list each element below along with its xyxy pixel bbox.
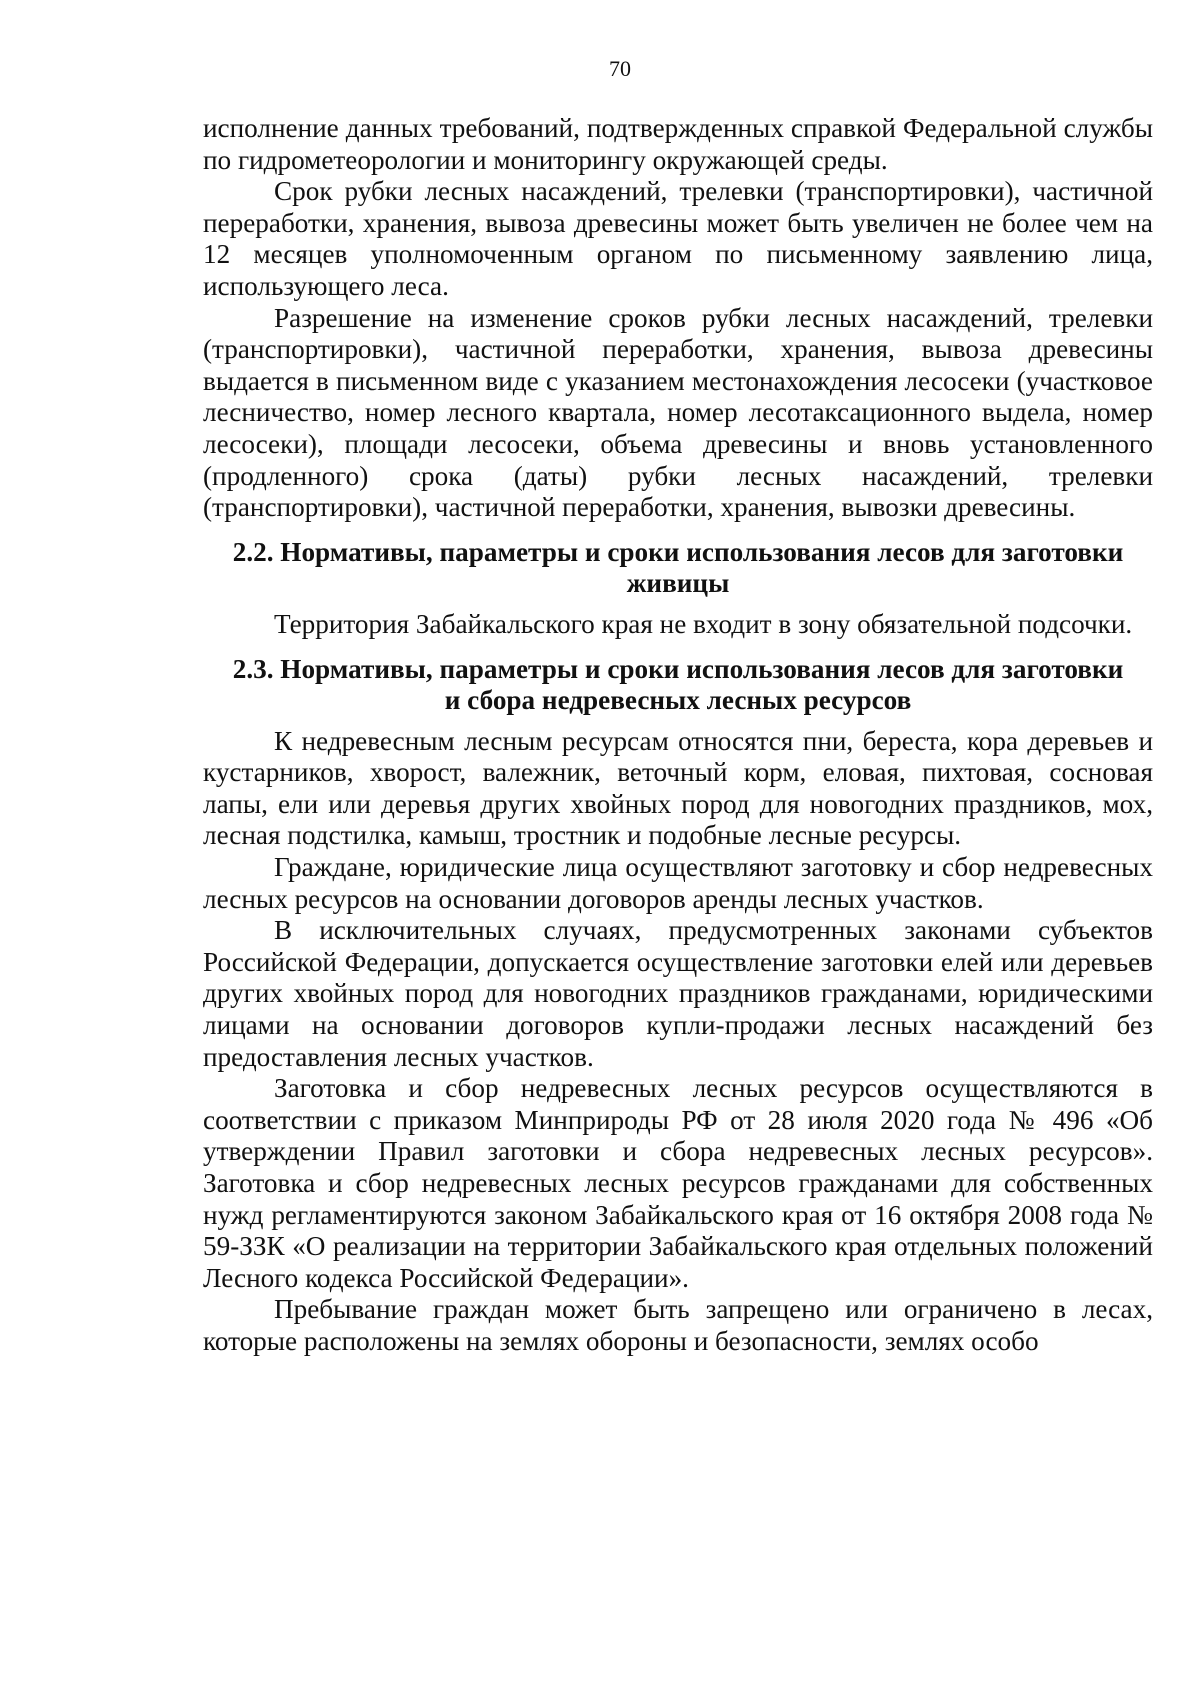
section-heading-2-2 — [203, 537, 1153, 600]
paragraph-citizens-lease: Граждане, юридические лица осуществляют заготовку и сбор недревесных лесных ресурсов на основании договоров аренды лесных участков. — [203, 852, 1153, 914]
document-body — [203, 113, 1153, 1358]
section-heading-2-3 — [203, 654, 1153, 717]
section-heading-2-2-line1: 2.2. Нормативы, параметры и сроки использования лесов для заготовки — [232, 536, 1124, 567]
paragraph-non-wood-resources: К недревесным лесным ресурсам относятся пни, береста, кора деревьев и кустарников, хворост, валежник, веточный корм, еловая, пихтовая, сосновая лапы, ели или деревья других хвойных пород для новогодних праздников, мох, лесная подстилка, камыш, тростник и подобные лесные ресурсы. — [203, 725, 1153, 851]
paragraph-continuation: исполнение данных требований, подтвержденных справкой Федеральной службы по гидрометеорологии и мониторингу окружающей среды. — [203, 113, 1153, 175]
section-heading-2-3-line2: и сбора недревесных лесных ресурсов — [444, 685, 912, 716]
page-number: 70 — [609, 56, 631, 81]
section-heading-2-3-line1: 2.3. Нормативы, параметры и сроки использования лесов для заготовки — [232, 653, 1124, 684]
paragraph-felling-term: Срок рубки лесных насаждений, трелевки (транспортировки), частичной переработки, хранения, вывоза древесины может быть увеличен не более чем на 12 месяцев уполномоченным органом по письменному заявлению лица, использующего леса. — [203, 176, 1153, 301]
paragraph-legal-basis: Заготовка и сбор недревесных лесных ресурсов осуществляются в соответствии с приказом Минприроды РФ от 28 июля 2020 года № 496 «Об утверждении Правил заготовки и сбора недревесных лесных ресурсов». Заготовка и сбор недревесных лесных ресурсов гражданами для собственных нужд регламентируются законом Забайкальского края от 16 октября 2008 года № 59-ЗЗК «О реализации на территории Забайкальского края отдельных положений Лесного кодекса Российской Федерации». — [203, 1073, 1153, 1293]
paragraph-restrictions: Пребывание граждан может быть запрещено или ограничено в лесах, которые расположены на землях обороны и безопасности, землях особо — [203, 1294, 1153, 1356]
paragraph-tapping-zone: Территория Забайкальского края не входит в зону обязательной подсочки. — [274, 608, 1133, 639]
paragraph-permit: Разрешение на изменение сроков рубки лесных насаждений, трелевки (транспортировки), частичной переработки, хранения, вывоза древесины выдается в письменном виде с указанием местонахождения лесосеки (участковое лесничество, номер лесного квартала, номер лесотаксационного выдела, номер лесосеки), площади лесосеки, объема древесины и вновь установленного (продленного) срока (даты) рубки лесных насаждений, трелевки (транспортировки), частичной переработки, хранения, вывозки древесины. — [203, 302, 1153, 523]
paragraph-exceptional-cases: В исключительных случаях, предусмотренных законами субъектов Российской Федерации, допускается осуществление заготовки елей или деревьев других хвойных пород для новогодних праздников гражданами, юридическими лицами на основании договоров купли-продажи лесных насаждений без предоставления лесных участков. — [203, 915, 1153, 1072]
section-heading-2-2-line2: живицы — [626, 568, 730, 599]
